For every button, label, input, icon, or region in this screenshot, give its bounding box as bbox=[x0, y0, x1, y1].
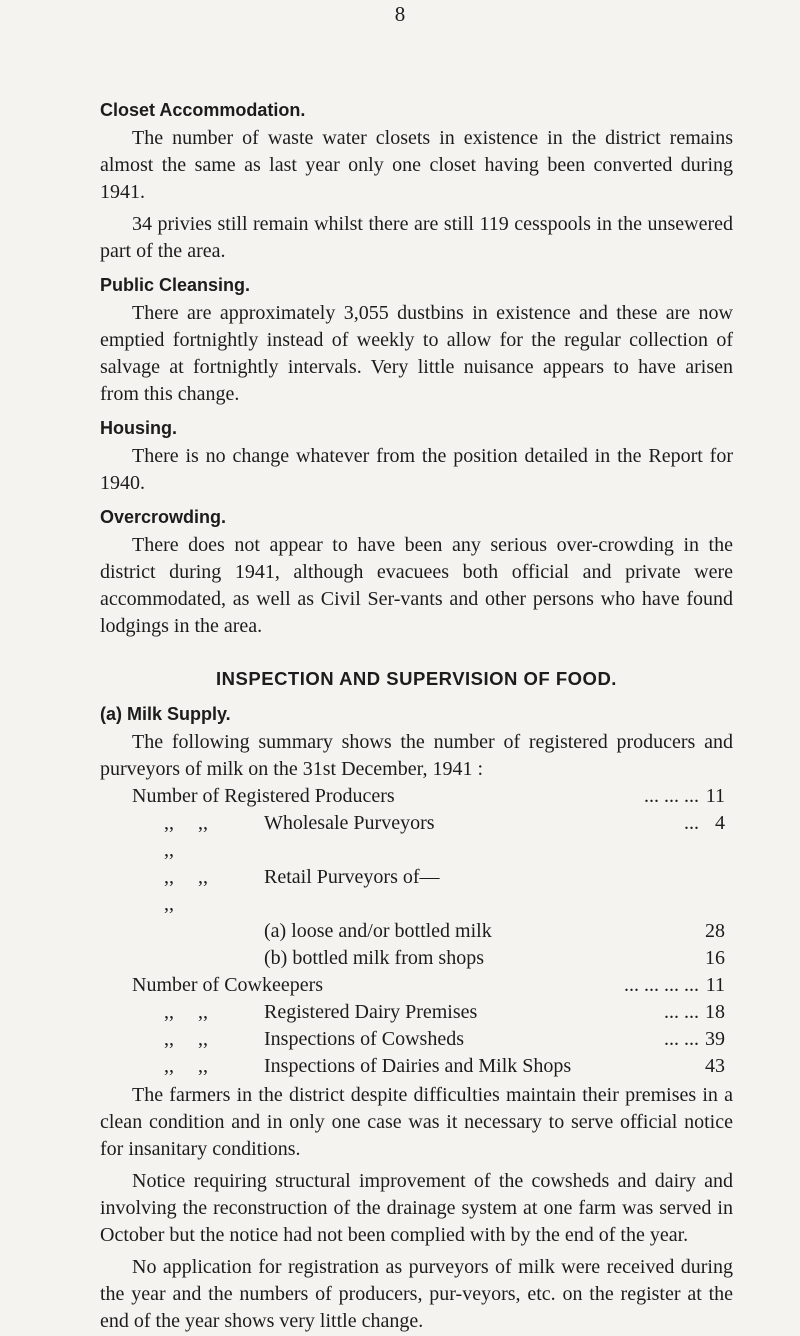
closet-paragraph-2: 34 privies still remain whilst there are still 119 cesspools in the unsewered part of the area. bbox=[100, 213, 733, 262]
ditto-mark: ,, bbox=[164, 1028, 174, 1050]
overcrowding-heading: Overcrowding. bbox=[100, 507, 227, 527]
row-label: (a) loose and/or bottled milk bbox=[264, 920, 492, 942]
housing-heading: Housing. bbox=[100, 418, 177, 438]
leader-dots: ... ... ... ... bbox=[624, 974, 699, 996]
table-row bbox=[100, 945, 725, 972]
food-title: INSPECTION AND SUPERVISION OF FOOD. bbox=[216, 668, 617, 689]
milk-summary-table bbox=[100, 783, 725, 1080]
row-value: 4 bbox=[715, 812, 725, 834]
row-value: 28 bbox=[705, 920, 725, 942]
page-content bbox=[100, 100, 733, 1335]
food-paragraph-1: The farmers in the district despite difficulties maintain their premises in a clean condition and in only one case was it necessary to serve official notice for insanitary conditions. bbox=[100, 1084, 733, 1160]
ditto-mark: ,, bbox=[198, 812, 208, 834]
row-value bbox=[699, 864, 725, 918]
row-label: Number of Registered Producers bbox=[132, 785, 395, 807]
cleansing-heading: Public Cleansing. bbox=[100, 275, 251, 295]
row-value: 18 bbox=[705, 1001, 725, 1023]
row-value: 11 bbox=[705, 974, 725, 996]
row-label: Registered Dairy Premises bbox=[264, 1001, 478, 1023]
page-number: 8 bbox=[394, 2, 406, 26]
table-row bbox=[100, 999, 725, 1026]
ditto-mark: ,, bbox=[198, 1001, 208, 1023]
table-row bbox=[100, 918, 725, 945]
food-paragraph-2: Notice requiring structural improvement of the cowsheds and dairy and involving the reconstruction of the drainage system at one farm was served in October but the notice had not been complied with by the end of the year. bbox=[100, 1170, 733, 1246]
table-row bbox=[100, 864, 725, 918]
row-label: (b) bottled milk from shops bbox=[264, 947, 484, 969]
milk-intro: The following summary shows the number of registered producers and purveyors of milk on the 31st December, 1941 : bbox=[100, 731, 733, 780]
ditto-mark: ,, bbox=[164, 866, 174, 888]
closet-heading: Closet Accommodation. bbox=[100, 100, 306, 120]
row-label: Retail Purveyors of— bbox=[264, 866, 440, 888]
milk-supply-heading: (a) Milk Supply. bbox=[100, 704, 231, 724]
row-label: Inspections of Cowsheds bbox=[264, 1028, 464, 1050]
ditto-mark: ,, bbox=[164, 812, 174, 834]
row-value: 11 bbox=[705, 785, 725, 807]
ditto-mark: ,, bbox=[164, 893, 174, 915]
housing-paragraph: There is no change whatever from the position detailed in the Report for 1940. bbox=[100, 445, 733, 494]
ditto-mark: ,, bbox=[198, 1055, 208, 1077]
row-label: Wholesale Purveyors bbox=[264, 812, 435, 834]
table-row bbox=[100, 1053, 725, 1080]
table-row bbox=[100, 1026, 725, 1053]
leader-dots: ... bbox=[684, 812, 699, 834]
table-row bbox=[100, 783, 725, 810]
leader-dots: ... ... bbox=[664, 1001, 699, 1023]
table-row bbox=[100, 810, 725, 864]
row-value: 43 bbox=[705, 1055, 725, 1077]
leader-dots: ... ... ... bbox=[644, 785, 699, 807]
row-value: 39 bbox=[705, 1028, 725, 1050]
closet-paragraph-1: The number of waste water closets in existence in the district remains almost the same as last year only one closet having been converted during 1941. bbox=[100, 127, 733, 203]
overcrowding-paragraph: There does not appear to have been any serious over-crowding in the district during 1941, although evacuees both official and private were accommodated, as well as Civil Ser-vants and other persons who have found lodgings in the area. bbox=[100, 534, 733, 637]
table-row bbox=[100, 972, 725, 999]
row-label: Inspections of Dairies and Milk Shops bbox=[264, 1055, 572, 1077]
ditto-mark: ,, bbox=[164, 1055, 174, 1077]
ditto-mark: ,, bbox=[164, 1001, 174, 1023]
row-value: 16 bbox=[705, 947, 725, 969]
row-label: Number of Cowkeepers bbox=[132, 974, 324, 996]
food-paragraph-3: No application for registration as purveyors of milk were received during the year and the numbers of producers, pur-veyors, etc. on the register at the end of the year shows very little change. bbox=[100, 1256, 733, 1332]
leader-dots: ... ... bbox=[664, 1028, 699, 1050]
ditto-mark: ,, bbox=[198, 1028, 208, 1050]
ditto-mark: ,, bbox=[164, 839, 174, 861]
cleansing-paragraph: There are approximately 3,055 dustbins in existence and these are now emptied fortnightly instead of weekly to allow for the regular collection of salvage at fortnightly intervals. Very little nuisance appears to have arisen from this change. bbox=[100, 302, 733, 405]
ditto-mark: ,, bbox=[198, 866, 208, 888]
